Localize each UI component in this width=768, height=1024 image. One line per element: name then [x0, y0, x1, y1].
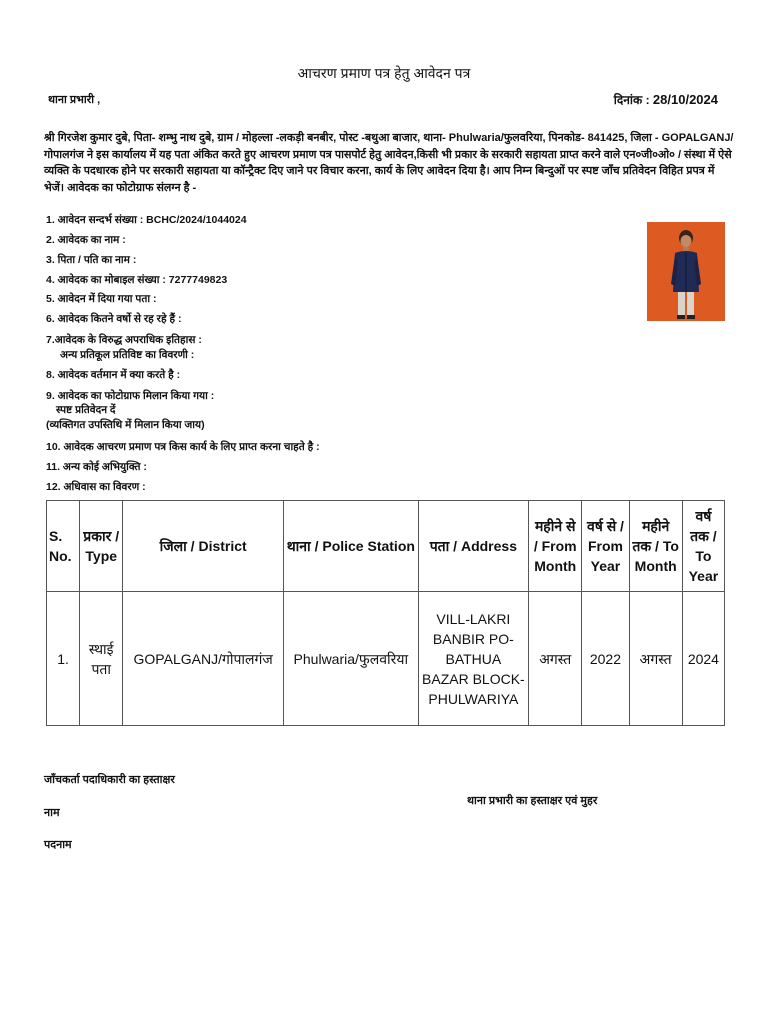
- question-10: 10. आवेदक आचरण प्रमाण पत्र किस कार्य के लिए प्राप्त करना चाहते है :: [46, 441, 320, 453]
- intro-paragraph: श्री गिरजेश कुमार दुबे, पिता- शम्भु नाथ दुबे, ग्राम / मोहल्ला -लकड़ी बनबीर, पोस्ट -बथुआ बाजार, थाना- Phulwaria/फुलवरिया, पिनकोड- 841425, जिला - GOPALGANJ/गोपालगंज ने इस कार्यालय में यह पता अंकित करते हुए आचरण प्रमाण पत्र पासपोर्ट हेतु आवेदन,किसी भी प्रकार के सरकारी सहायता प्राप्त करने वाले एन०जी०ओ० / संस्था में ऐसे व्यक्ति के पदधारक होने पर सरकारी सहायता या कॉन्ट्रैक्ट दिए जाने पर विचार करना, कार्य के लिए आवेदन दिया है। आप निम्न बिन्दुओं पर स्पष्ट जाँच प्रतिवेदन विहित प्रपत्र में भेजें। आवेदक का फोटोग्राफ संलग्न है -: [44, 132, 734, 194]
- table-header-row: [47, 501, 725, 592]
- header-police-station: थाना / Police Station: [284, 501, 419, 592]
- signature-name-label: नाम: [44, 807, 60, 819]
- cell-district: GOPALGANJ/गोपालगंज: [123, 592, 284, 726]
- header-to-year: वर्ष तक / To Year: [682, 501, 724, 592]
- table-row: [47, 592, 725, 726]
- question-1: 1. आवेदन सन्दर्भ संख्या : BCHC/2024/1044024: [46, 214, 247, 226]
- question-6: 6. आवेदक कितने वर्षो से रह रहे हैं :: [46, 313, 182, 325]
- cell-to-month: अगस्त: [629, 592, 682, 726]
- person-silhouette-icon: [647, 222, 725, 321]
- header-from-year: वर्ष से / From Year: [582, 501, 629, 592]
- cell-sno: 1.: [47, 592, 80, 726]
- question-7b: अन्य प्रतिकूल प्रतिविष्ट का विवरणी :: [60, 349, 195, 361]
- header-from-month: महीने से / From Month: [529, 501, 582, 592]
- date-label: दिनांक :: [613, 93, 650, 107]
- cell-to-year: 2024: [682, 592, 724, 726]
- station-officer-signature: थाना प्रभारी का हस्ताक्षर एवं मुहर: [467, 795, 598, 807]
- question-7: 7.आवेदक के विरुद्ध अपराधिक इतिहास :: [46, 334, 202, 346]
- question-12: 12. अधिवास का विवरण :: [46, 481, 146, 493]
- question-9: 9. आवेदक का फोटोग्राफ मिलान किया गया :: [46, 390, 215, 402]
- signature-designation-label: पदनाम: [44, 839, 72, 851]
- cell-from-year: 2022: [582, 592, 629, 726]
- question-3: 3. पिता / पति का नाम :: [46, 254, 137, 266]
- header-address: पता / Address: [418, 501, 528, 592]
- header-to-month: महीने तक / To Month: [629, 501, 682, 592]
- addressee: थाना प्रभारी ,: [48, 94, 101, 106]
- question-4: 4. आवेदक का मोबाइल संख्या : 7277749823: [46, 274, 228, 286]
- page-title: आचरण प्रमाण पत्र हेतु आवेदन पत्र: [297, 65, 471, 81]
- question-5: 5. आवेदन में दिया गया पता :: [46, 293, 157, 305]
- header-district: जिला / District: [123, 501, 284, 592]
- question-9c: (व्यक्तिगत उपस्तिथि में मिलान किया जाय): [46, 419, 205, 431]
- question-8: 8. आवेदक वर्तमान में क्या करते है :: [46, 369, 181, 381]
- date-block: [614, 91, 718, 108]
- question-11: 11. अन्य कोई अभियुक्ति :: [46, 461, 147, 473]
- date-value: 28/10/2024: [652, 92, 718, 107]
- header-sno: S. No.: [47, 501, 80, 592]
- residence-table: [46, 500, 725, 726]
- cell-type: स्थाई पता: [80, 592, 123, 726]
- question-9b: स्पष्ट प्रतिवेदन दें: [56, 404, 116, 416]
- header-type: प्रकार / Type: [80, 501, 123, 592]
- cell-police-station: Phulwaria/फुलवरिया: [284, 592, 419, 726]
- investigating-officer-signature: जाँचकर्ता पदाधिकारी का हस्ताक्षर: [44, 774, 175, 786]
- cell-from-month: अगस्त: [529, 592, 582, 726]
- question-2: 2. आवेदक का नाम :: [46, 234, 126, 246]
- applicant-photo: [647, 222, 725, 321]
- cell-address: VILL-LAKRI BANBIR PO-BATHUA BAZAR BLOCK-PHULWARIYA: [418, 592, 528, 726]
